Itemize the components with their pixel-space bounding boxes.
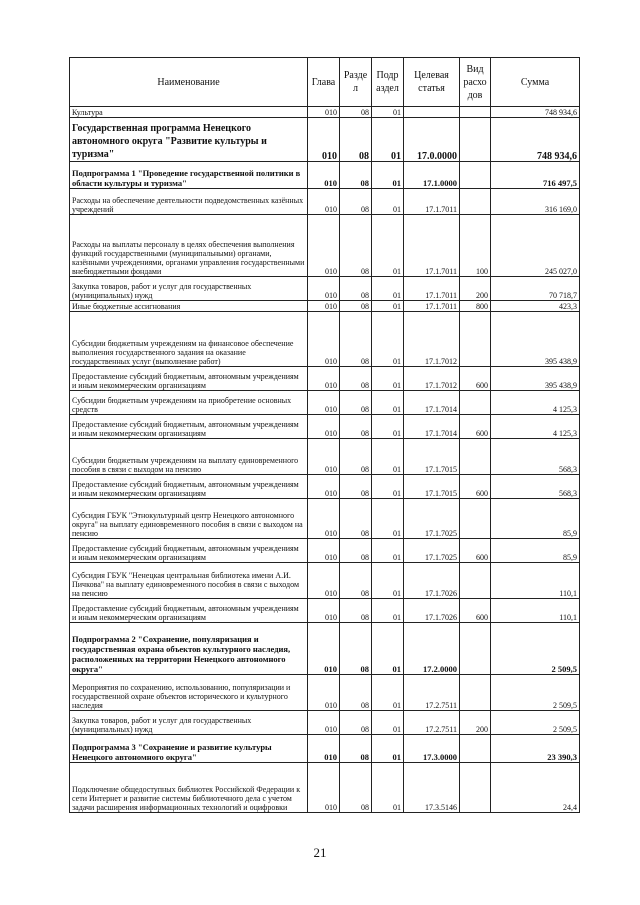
row-expense-type: 600 [460,539,491,563]
table-row [70,475,580,499]
row-expense-type [460,107,491,118]
row-podrazdel: 01 [372,118,404,162]
row-name: Подпрограмма 2 "Сохранение, популяризация и государственная охрана объектов культурного наследия, расположенных на территории Ненецкого автономного округа" [70,623,308,675]
row-glava: 010 [308,367,340,391]
row-target-article: 17.1.7011 [404,189,460,215]
header-expense-type: Вид расхо дов [460,58,491,107]
row-target-article: 17.1.7012 [404,312,460,367]
row-glava: 010 [308,735,340,763]
row-sum: 568,3 [491,439,580,475]
row-expense-type: 600 [460,475,491,499]
row-name: Предоставление субсидий бюджетным, автономным учреждениям и иным некоммерческим организациям [70,475,308,499]
table-row [70,415,580,439]
row-glava: 010 [308,215,340,277]
row-name: Государственная программа Ненецкого автономного округа "Развитие культуры и туризма" [70,118,308,162]
row-podrazdel: 01 [372,189,404,215]
row-podrazdel: 01 [372,439,404,475]
row-expense-type [460,118,491,162]
row-expense-type [460,563,491,599]
row-podrazdel: 01 [372,599,404,623]
row-sum: 395 438,9 [491,312,580,367]
row-podrazdel: 01 [372,675,404,711]
row-podrazdel: 01 [372,301,404,312]
row-name: Субсидия ГБУК "Этнокультурный центр Ненецкого автономного округа" на выплату единовременного пособия в связи с выходом на пенсию [70,499,308,539]
row-podrazdel: 01 [372,475,404,499]
row-name: Подключение общедоступных библиотек Российской Федерации к сети Интернет и развитие системы библиотечного дела с учетом задачи расширения информационных технологий и оцифровки [70,763,308,813]
row-name: Расходы на выплаты персоналу в целях обеспечения выполнения функций государственными (муниципальными) органами, казёнными учреждениями, органами управления государственными внебюджетными фондами [70,215,308,277]
row-razdel: 08 [340,107,372,118]
row-razdel: 08 [340,312,372,367]
row-razdel: 08 [340,391,372,415]
row-razdel: 08 [340,189,372,215]
row-razdel: 08 [340,499,372,539]
row-glava: 010 [308,763,340,813]
row-expense-type: 600 [460,367,491,391]
row-target-article: 17.1.7026 [404,599,460,623]
table-body [70,107,580,813]
table-row [70,118,580,162]
row-razdel: 08 [340,539,372,563]
row-sum: 110,1 [491,599,580,623]
row-razdel: 08 [340,475,372,499]
row-name: Подпрограмма 3 "Сохранение и развитие культуры Ненецкого автономного округа" [70,735,308,763]
row-glava: 010 [308,711,340,735]
row-target-article: 17.1.7012 [404,367,460,391]
row-target-article: 17.3.0000 [404,735,460,763]
page-number: 21 [313,845,327,860]
row-podrazdel: 01 [372,499,404,539]
row-podrazdel: 01 [372,277,404,301]
row-name: Подпрограмма 1 "Проведение государственной политики в области культуры и туризма" [70,162,308,189]
row-sum: 24,4 [491,763,580,813]
row-name: Субсидии бюджетным учреждениям на приобретение основных средств [70,391,308,415]
header-razdel: Разде л [340,58,372,107]
row-sum: 245 027,0 [491,215,580,277]
row-sum: 716 497,5 [491,162,580,189]
row-name: Предоставление субсидий бюджетным, автономным учреждениям и иным некоммерческим организациям [70,539,308,563]
row-target-article: 17.1.7025 [404,499,460,539]
row-expense-type: 600 [460,599,491,623]
table-row [70,763,580,813]
header-sum: Сумма [491,58,580,107]
row-sum: 23 390,3 [491,735,580,763]
row-razdel: 08 [340,735,372,763]
row-expense-type [460,623,491,675]
row-podrazdel: 01 [372,735,404,763]
row-glava: 010 [308,475,340,499]
row-target-article: 17.1.7011 [404,277,460,301]
row-razdel: 08 [340,763,372,813]
table-row [70,391,580,415]
row-target-article: 17.1.7026 [404,563,460,599]
row-expense-type: 200 [460,711,491,735]
row-expense-type: 100 [460,215,491,277]
row-podrazdel: 01 [372,391,404,415]
table-row [70,599,580,623]
row-sum: 395 438,9 [491,367,580,391]
row-target-article: 17.2.7511 [404,711,460,735]
row-sum: 316 169,0 [491,189,580,215]
row-glava: 010 [308,301,340,312]
row-glava: 010 [308,439,340,475]
header-name: Наименование [70,58,308,107]
header-podrazdel: Подр аздел [372,58,404,107]
row-expense-type [460,763,491,813]
row-glava: 010 [308,599,340,623]
row-razdel: 08 [340,277,372,301]
row-expense-type: 600 [460,415,491,439]
row-sum: 568,3 [491,475,580,499]
row-name: Субсидия ГБУК "Ненецкая центральная библиотека имени А.И. Пичкова" на выплату единовременного пособия в связи с выходом на пенсию [70,563,308,599]
row-name: Иные бюджетные ассигнования [70,301,308,312]
row-glava: 010 [308,312,340,367]
row-razdel: 08 [340,301,372,312]
row-sum: 70 718,7 [491,277,580,301]
row-podrazdel: 01 [372,367,404,391]
row-target-article: 17.1.7025 [404,539,460,563]
row-target-article: 17.1.7011 [404,301,460,312]
table-row [70,162,580,189]
row-razdel: 08 [340,563,372,599]
row-sum: 4 125,3 [491,415,580,439]
row-name: Субсидии бюджетным учреждениям на выплату единовременного пособия в связи с выходом на пенсию [70,439,308,475]
table-row [70,189,580,215]
row-podrazdel: 01 [372,711,404,735]
row-target-article: 17.1.7015 [404,439,460,475]
row-podrazdel: 01 [372,415,404,439]
row-glava: 010 [308,623,340,675]
row-expense-type [460,499,491,539]
row-expense-type: 800 [460,301,491,312]
row-sum: 2 509,5 [491,623,580,675]
row-podrazdel: 01 [372,215,404,277]
row-target-article: 17.2.0000 [404,623,460,675]
row-name: Предоставление субсидий бюджетным, автономным учреждениям и иным некоммерческим организациям [70,599,308,623]
row-name: Мероприятия по сохранению, использованию, популяризации и государственной охране объектов исторического и культурного наследия [70,675,308,711]
row-expense-type [460,735,491,763]
row-target-article: 17.1.0000 [404,162,460,189]
row-glava: 010 [308,675,340,711]
row-glava: 010 [308,499,340,539]
row-sum: 748 934,6 [491,107,580,118]
row-sum: 85,9 [491,539,580,563]
header-glava: Глава [308,58,340,107]
row-podrazdel: 01 [372,312,404,367]
row-razdel: 08 [340,623,372,675]
table-row [70,215,580,277]
table-row [70,439,580,475]
row-glava: 010 [308,189,340,215]
table-row [70,312,580,367]
budget-table-page [69,57,579,813]
row-sum: 2 509,5 [491,711,580,735]
table-row [70,277,580,301]
row-sum: 4 125,3 [491,391,580,415]
row-razdel: 08 [340,215,372,277]
row-target-article: 17.1.7015 [404,475,460,499]
row-sum: 2 509,5 [491,675,580,711]
row-podrazdel: 01 [372,539,404,563]
table-row [70,107,580,118]
row-glava: 010 [308,539,340,563]
row-podrazdel: 01 [372,623,404,675]
row-target-article: 17.3.5146 [404,763,460,813]
header-target-article: Целевая статья [404,58,460,107]
row-razdel: 08 [340,162,372,189]
table-row [70,563,580,599]
row-target-article [404,107,460,118]
row-glava: 010 [308,277,340,301]
row-sum: 85,9 [491,499,580,539]
row-name: Закупка товаров, работ и услуг для государственных (муниципальных) нужд [70,711,308,735]
row-target-article: 17.0.0000 [404,118,460,162]
row-razdel: 08 [340,415,372,439]
row-glava: 010 [308,118,340,162]
row-name: Культура [70,107,308,118]
table-row [70,499,580,539]
row-target-article: 17.1.7014 [404,391,460,415]
row-glava: 010 [308,415,340,439]
row-expense-type [460,391,491,415]
row-target-article: 17.1.7014 [404,415,460,439]
row-expense-type [460,675,491,711]
row-name: Субсидии бюджетным учреждениям на финансовое обеспечение выполнения государственного задания на оказание государственных услуг (выполнение работ) [70,312,308,367]
row-podrazdel: 01 [372,563,404,599]
row-target-article: 17.1.7011 [404,215,460,277]
row-glava: 010 [308,107,340,118]
row-sum: 748 934,6 [491,118,580,162]
row-expense-type [460,162,491,189]
row-podrazdel: 01 [372,763,404,813]
row-expense-type [460,189,491,215]
row-glava: 010 [308,162,340,189]
row-podrazdel: 01 [372,162,404,189]
table-row [70,623,580,675]
table-row [70,367,580,391]
budget-table [69,57,580,813]
row-name: Предоставление субсидий бюджетным, автономным учреждениям и иным некоммерческим организациям [70,367,308,391]
row-glava: 010 [308,563,340,599]
row-glava: 010 [308,391,340,415]
row-expense-type [460,439,491,475]
row-sum: 423,3 [491,301,580,312]
row-razdel: 08 [340,367,372,391]
row-name: Закупка товаров, работ и услуг для государственных (муниципальных) нужд [70,277,308,301]
row-name: Предоставление субсидий бюджетным, автономным учреждениям и иным некоммерческим организациям [70,415,308,439]
table-row [70,301,580,312]
table-row [70,539,580,563]
row-name: Расходы на обеспечение деятельности подведомственных казённых учреждений [70,189,308,215]
row-expense-type: 200 [460,277,491,301]
row-sum: 110,1 [491,563,580,599]
table-row [70,711,580,735]
row-expense-type [460,312,491,367]
row-razdel: 08 [340,118,372,162]
row-razdel: 08 [340,599,372,623]
row-target-article: 17.2.7511 [404,675,460,711]
row-razdel: 08 [340,711,372,735]
row-razdel: 08 [340,675,372,711]
row-razdel: 08 [340,439,372,475]
header-row [70,58,580,107]
table-row [70,735,580,763]
row-podrazdel: 01 [372,107,404,118]
table-row [70,675,580,711]
